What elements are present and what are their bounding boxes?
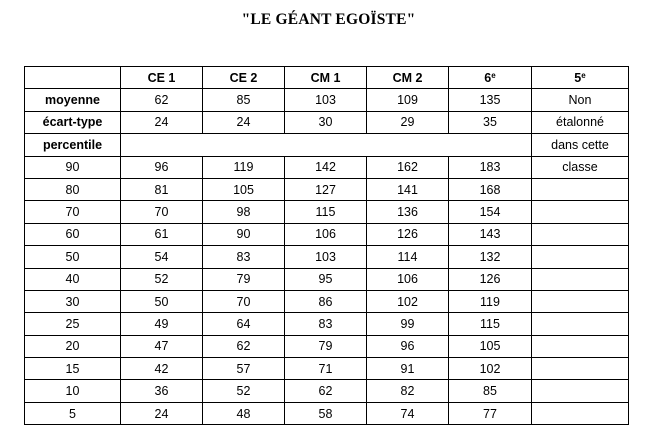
ecart-type-label: écart-type xyxy=(25,111,121,133)
score-cm2: 102 xyxy=(367,290,449,312)
score-cm1: 58 xyxy=(285,402,367,424)
score-6e: 168 xyxy=(449,178,532,200)
moyenne-6e: 135 xyxy=(449,89,532,111)
score-6e: 102 xyxy=(449,358,532,380)
percentile-row xyxy=(25,358,629,380)
header-cm2: CM 2 xyxy=(367,67,449,89)
score-cm1: 86 xyxy=(285,290,367,312)
score-6e: 115 xyxy=(449,313,532,335)
score-ce2: 52 xyxy=(203,380,285,402)
header-6e-sup: e xyxy=(491,70,496,80)
score-6e: 154 xyxy=(449,201,532,223)
score-ce2: 105 xyxy=(203,178,285,200)
percentile-value: 15 xyxy=(25,358,121,380)
score-ce2: 62 xyxy=(203,335,285,357)
percentile-value: 50 xyxy=(25,246,121,268)
score-cm2: 96 xyxy=(367,335,449,357)
score-ce2: 48 xyxy=(203,402,285,424)
moyenne-ce2: 85 xyxy=(203,89,285,111)
percentile-5e-note: dans cette xyxy=(532,134,629,156)
percentile-row xyxy=(25,268,629,290)
score-cm1: 83 xyxy=(285,313,367,335)
score-ce2: 98 xyxy=(203,201,285,223)
percentile-value: 25 xyxy=(25,313,121,335)
ecart-type-row xyxy=(25,111,629,133)
ecart-type-5e-note: étalonné xyxy=(532,111,629,133)
percentile-row xyxy=(25,246,629,268)
percentile-row xyxy=(25,335,629,357)
header-ce1: CE 1 xyxy=(121,67,203,89)
score-ce1: 24 xyxy=(121,402,203,424)
score-5e-note xyxy=(532,358,629,380)
percentile-value: 40 xyxy=(25,268,121,290)
score-cm1: 62 xyxy=(285,380,367,402)
score-cm2: 82 xyxy=(367,380,449,402)
score-cm1: 103 xyxy=(285,246,367,268)
percentile-value: 5 xyxy=(25,402,121,424)
percentile-value: 70 xyxy=(25,201,121,223)
score-5e-note: classe xyxy=(532,156,629,178)
header-corner xyxy=(25,67,121,89)
score-6e: 119 xyxy=(449,290,532,312)
ecart-type-ce1: 24 xyxy=(121,111,203,133)
score-cm1: 115 xyxy=(285,201,367,223)
score-5e-note xyxy=(532,380,629,402)
score-ce2: 57 xyxy=(203,358,285,380)
score-6e: 143 xyxy=(449,223,532,245)
percentile-row xyxy=(25,178,629,200)
percentile-row xyxy=(25,380,629,402)
score-cm2: 126 xyxy=(367,223,449,245)
score-ce1: 61 xyxy=(121,223,203,245)
score-5e-note xyxy=(532,402,629,424)
header-cm1: CM 1 xyxy=(285,67,367,89)
score-cm2: 91 xyxy=(367,358,449,380)
header-5e-sup: e xyxy=(581,70,586,80)
percentile-row xyxy=(25,156,629,178)
score-cm2: 136 xyxy=(367,201,449,223)
header-5e xyxy=(532,67,629,89)
percentile-value: 10 xyxy=(25,380,121,402)
moyenne-5e-note: Non xyxy=(532,89,629,111)
score-6e: 105 xyxy=(449,335,532,357)
score-ce1: 49 xyxy=(121,313,203,335)
moyenne-row xyxy=(25,89,629,111)
score-ce2: 79 xyxy=(203,268,285,290)
percentile-value: 60 xyxy=(25,223,121,245)
ecart-type-cm2: 29 xyxy=(367,111,449,133)
percentile-row xyxy=(25,402,629,424)
score-5e-note xyxy=(532,246,629,268)
percentile-row xyxy=(25,223,629,245)
score-ce1: 50 xyxy=(121,290,203,312)
score-ce1: 42 xyxy=(121,358,203,380)
percentile-row xyxy=(25,290,629,312)
score-6e: 126 xyxy=(449,268,532,290)
percentile-row xyxy=(25,201,629,223)
score-cm1: 95 xyxy=(285,268,367,290)
score-ce1: 36 xyxy=(121,380,203,402)
score-5e-note xyxy=(532,313,629,335)
percentile-header-row xyxy=(25,134,629,156)
score-cm1: 79 xyxy=(285,335,367,357)
score-5e-note xyxy=(532,335,629,357)
score-cm2: 141 xyxy=(367,178,449,200)
percentile-value: 20 xyxy=(25,335,121,357)
score-ce2: 90 xyxy=(203,223,285,245)
ecart-type-6e: 35 xyxy=(449,111,532,133)
header-ce2: CE 2 xyxy=(203,67,285,89)
percentile-spacer xyxy=(121,134,532,156)
score-5e-note xyxy=(532,268,629,290)
header-6e xyxy=(449,67,532,89)
score-5e-note xyxy=(532,178,629,200)
percentile-label: percentile xyxy=(25,134,121,156)
score-5e-note xyxy=(532,201,629,223)
score-6e: 132 xyxy=(449,246,532,268)
score-cm2: 99 xyxy=(367,313,449,335)
percentile-value: 80 xyxy=(25,178,121,200)
score-6e: 183 xyxy=(449,156,532,178)
score-6e: 85 xyxy=(449,380,532,402)
norms-table xyxy=(24,66,629,425)
score-cm1: 127 xyxy=(285,178,367,200)
moyenne-cm2: 109 xyxy=(367,89,449,111)
score-cm2: 114 xyxy=(367,246,449,268)
score-cm1: 142 xyxy=(285,156,367,178)
score-ce1: 52 xyxy=(121,268,203,290)
score-cm1: 106 xyxy=(285,223,367,245)
score-ce2: 64 xyxy=(203,313,285,335)
score-cm1: 71 xyxy=(285,358,367,380)
percentile-row xyxy=(25,313,629,335)
score-cm2: 74 xyxy=(367,402,449,424)
score-ce1: 70 xyxy=(121,201,203,223)
score-5e-note xyxy=(532,290,629,312)
score-ce1: 96 xyxy=(121,156,203,178)
percentile-value: 30 xyxy=(25,290,121,312)
ecart-type-cm1: 30 xyxy=(285,111,367,133)
score-ce2: 83 xyxy=(203,246,285,268)
score-ce2: 70 xyxy=(203,290,285,312)
score-ce2: 119 xyxy=(203,156,285,178)
score-6e: 77 xyxy=(449,402,532,424)
moyenne-cm1: 103 xyxy=(285,89,367,111)
score-ce1: 47 xyxy=(121,335,203,357)
score-5e-note xyxy=(532,223,629,245)
score-cm2: 162 xyxy=(367,156,449,178)
ecart-type-ce2: 24 xyxy=(203,111,285,133)
document-title: "LE GÉANT EGOÏSTE" xyxy=(241,11,416,28)
header-6e-label: 6 xyxy=(484,70,492,85)
score-cm2: 106 xyxy=(367,268,449,290)
percentile-value: 90 xyxy=(25,156,121,178)
score-ce1: 54 xyxy=(121,246,203,268)
header-5e-label: 5 xyxy=(574,70,582,85)
moyenne-ce1: 62 xyxy=(121,89,203,111)
score-ce1: 81 xyxy=(121,178,203,200)
moyenne-label: moyenne xyxy=(25,89,121,111)
header-row xyxy=(25,67,629,89)
